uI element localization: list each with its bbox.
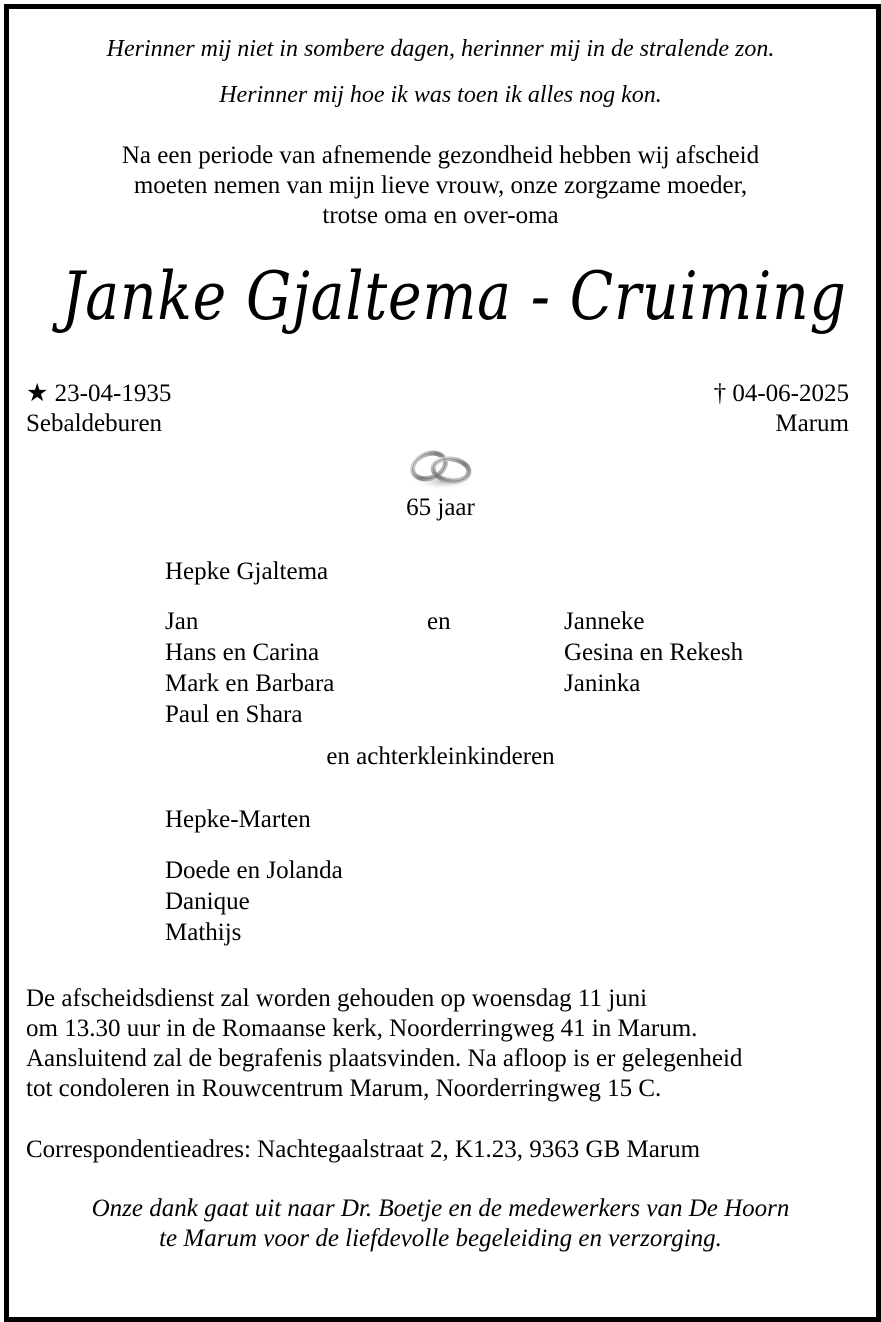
service-line-2: om 13.30 uur in de Romaanse kerk, Noorderringweg 41 in Marum. [26, 1015, 698, 1042]
great-grandchildren-label: en achterkleinkinderen [326, 743, 555, 770]
correspondence-address: Correspondentieadres: Nachtegaalstraat 2, K1.23, 9363 GB Marum [26, 1136, 701, 1163]
grandchild-right-1: Gesina en Rekesh [564, 639, 744, 666]
birth-place: Sebaldeburen [26, 410, 163, 437]
spouse-name: Hepke Gjaltema [165, 558, 329, 585]
intro-line-2: moeten nemen van mijn lieve vrouw, onze zorgzame moeder, [133, 172, 748, 199]
foster-child: Hepke-Marten [165, 806, 311, 833]
foster-family-3: Mathijs [165, 919, 242, 946]
wedding-rings-icon [405, 446, 477, 492]
service-line-1: De afscheidsdienst zal worden gehouden op woensdag 11 juni [26, 985, 648, 1012]
deceased-name: Janke Gjaltema - Cruiming [61, 258, 847, 335]
grandchild-left-2: Mark en Barbara [165, 670, 335, 697]
grandchild-right-2: Janinka [564, 670, 641, 697]
service-line-4: tot condoleren in Rouwcentrum Marum, Noorderringweg 15 C. [26, 1075, 662, 1102]
death-place: Marum [775, 410, 849, 437]
death-date: † 04-06-2025 [713, 380, 849, 407]
foster-family-1: Doede en Jolanda [165, 857, 343, 884]
child-right: Janneke [564, 608, 645, 635]
intro-line-3: trotse oma en over-oma [322, 202, 559, 229]
grandchild-left-3: Paul en Shara [165, 701, 303, 728]
child-conjunction: en [427, 608, 451, 635]
service-line-3: Aansluitend zal de begrafenis plaatsvinden. Na afloop is er gelegenheid [26, 1045, 743, 1072]
birth-date: ★ 23-04-1935 [26, 380, 172, 407]
thanks-line-2: te Marum voor de liefdevolle begeleiding en verzorging. [159, 1225, 722, 1252]
intro-line-1: Na een periode van afnemende gezondheid hebben wij afscheid [121, 142, 760, 169]
foster-family-2: Danique [165, 888, 250, 915]
marriage-years: 65 jaar [406, 494, 475, 521]
poem-line-1: Herinner mij niet in sombere dagen, herinner mij in de stralende zon. [106, 36, 775, 62]
thanks-line-1: Onze dank gaat uit naar Dr. Boetje en de medewerkers van De Hoorn [91, 1195, 790, 1222]
grandchild-left-1: Hans en Carina [165, 639, 320, 666]
child-left: Jan [165, 608, 199, 635]
poem-line-2: Herinner mij hoe ik was toen ik alles nog kon. [219, 82, 662, 108]
